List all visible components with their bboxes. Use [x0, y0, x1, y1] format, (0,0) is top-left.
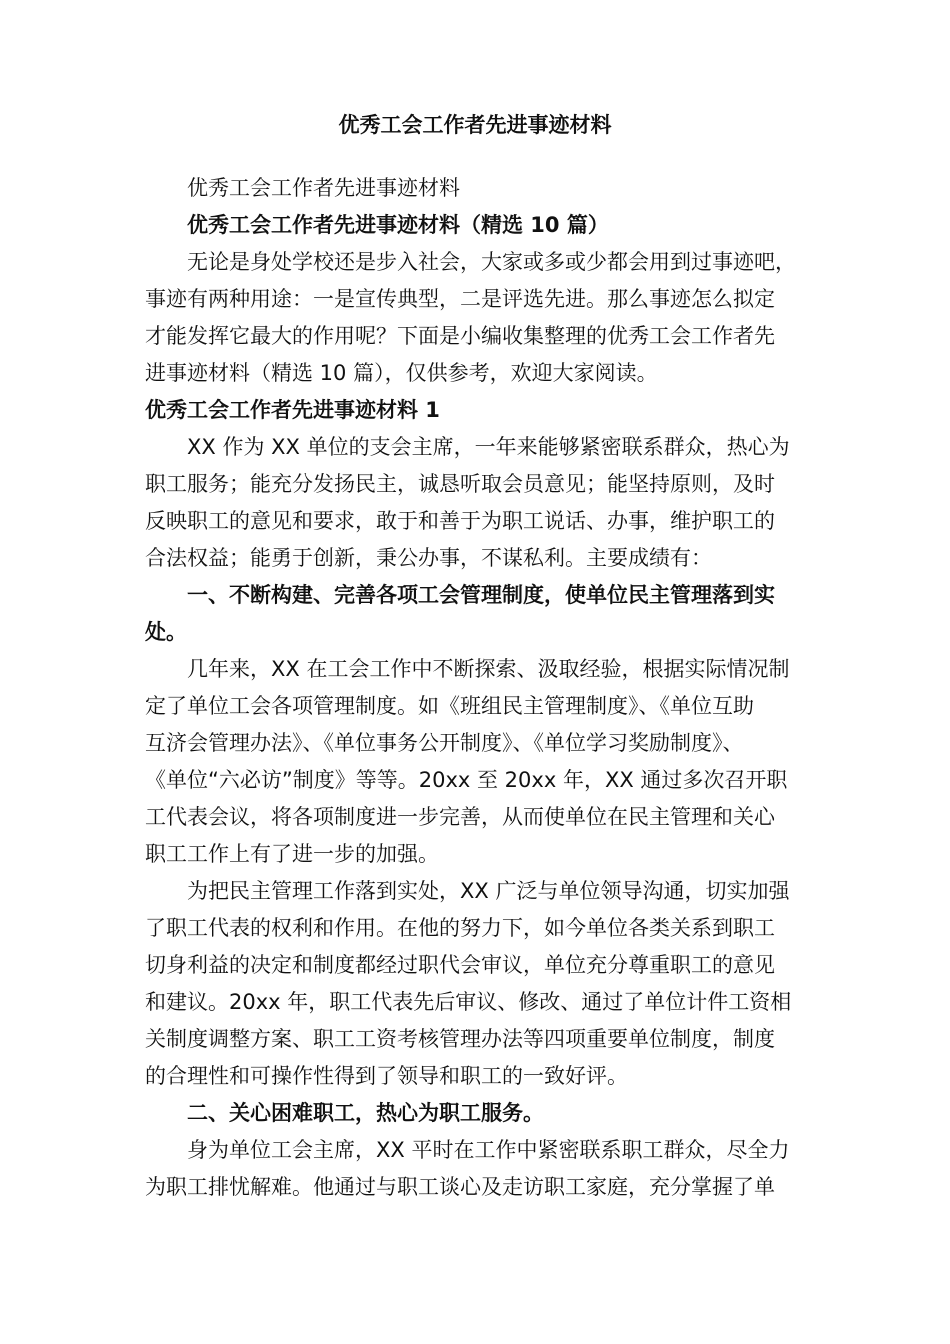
paragraph-line: 职工工作上有了进一步的加强。: [145, 842, 439, 866]
subheading-line: 一、不断构建、完善各项工会管理制度，使单位民主管理落到实: [187, 583, 775, 607]
paragraph-line: 《单位“六必访”制度》等等。20xx 至 20xx 年，XX 通过多次召开职: [145, 768, 788, 792]
paragraph-line: 反映职工的意见和要求，敢于和善于为职工说话、办事，维护职工的: [145, 509, 775, 533]
paragraph-line: 才能发挥它最大的作用呢？下面是小编收集整理的优秀工会工作者先: [145, 324, 775, 348]
paragraph-line: XX 作为 XX 单位的支会主席，一年来能够紧密联系群众，热心为: [187, 435, 790, 459]
paragraph-line: 职工服务；能充分发扬民主，诚恳听取会员意见；能坚持原则，及时: [145, 472, 775, 496]
paragraph-line: 的合理性和可操作性得到了领导和职工的一致好评。: [145, 1064, 628, 1088]
paragraph-line: 和建议。20xx 年，职工代表先后审议、修改、通过了单位计件工资相: [145, 990, 792, 1014]
subheading-line: 处。: [145, 620, 187, 644]
paragraph-line: 工代表会议，将各项制度进一步完善，从而使单位在民主管理和关心: [145, 805, 775, 829]
document-title: 优秀工会工作者先进事迹材料: [338, 113, 612, 137]
paragraph-line: 身为单位工会主席，XX 平时在工作中紧密联系职工群众，尽全力: [187, 1138, 790, 1162]
paragraph-line: 为职工排忧解难。他通过与职工谈心及走访职工家庭，充分掌握了单: [145, 1175, 775, 1199]
paragraph-line: 无论是身处学校还是步入社会，大家或多或少都会用到过事迹吧，: [187, 250, 796, 274]
paragraph-line: 几年来，XX 在工会工作中不断探索、汲取经验，根据实际情况制: [187, 657, 790, 681]
paragraph-line: 关制度调整方案、职工工资考核管理办法等四项重要单位制度，制度: [145, 1027, 775, 1051]
paragraph-line: 定了单位工会各项管理制度。如《班组民主管理制度》、《单位互助: [145, 694, 754, 718]
subheading-line: 二、关心困难职工，热心为职工服务。: [187, 1101, 544, 1125]
paragraph-line: 事迹有两种用途：一是宣传典型，二是评选先进。那么事迹怎么拟定: [145, 287, 775, 311]
subtitle-line: 优秀工会工作者先进事迹材料: [187, 176, 460, 200]
paragraph-line: 进事迹材料（精选 10 篇），仅供参考，欢迎大家阅读。: [145, 361, 658, 385]
paragraph-line: 合法权益；能勇于创新，秉公办事，不谋私利。主要成绩有：: [145, 546, 712, 570]
paragraph-line: 切身利益的决定和制度都经过职代会审议，单位充分尊重职工的意见: [145, 953, 775, 977]
section-heading: 优秀工会工作者先进事迹材料 1: [145, 398, 440, 422]
paragraph-line: 互济会管理办法》、《单位事务公开制度》、《单位学习奖励制度》、: [145, 731, 744, 755]
paragraph-line: 为把民主管理工作落到实处，XX 广泛与单位领导沟通，切实加强: [187, 879, 790, 903]
heading-line: 优秀工会工作者先进事迹材料（精选 10 篇）: [187, 213, 609, 237]
paragraph-line: 了职工代表的权利和作用。在他的努力下，如今单位各类关系到职工: [145, 916, 775, 940]
